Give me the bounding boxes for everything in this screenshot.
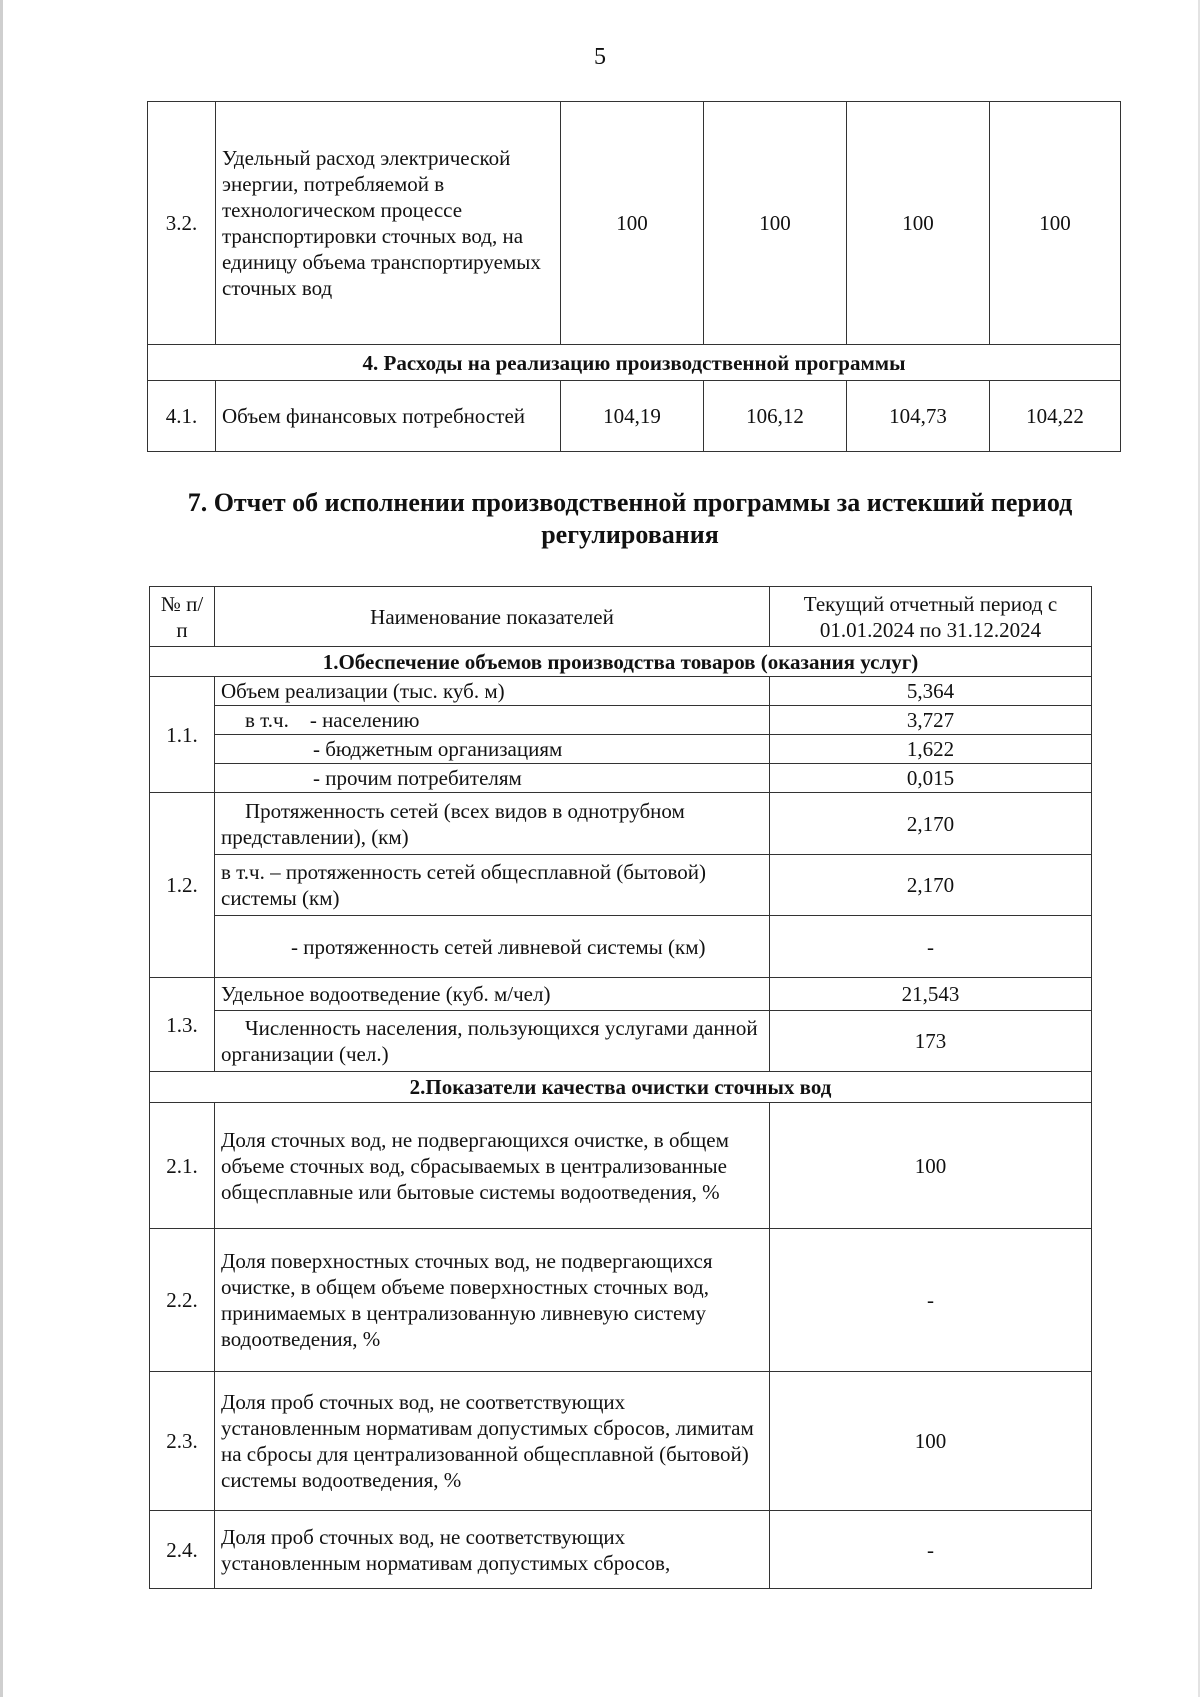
value-cell: 21,543 — [770, 978, 1092, 1011]
table-header-row — [150, 587, 1092, 647]
section-1-header-row — [150, 647, 1092, 677]
indicator-name: Удельный расход электрической энергии, потребляемой в технологическом процессе транспортировки сточных вод, на единицу объема транспортируемых сточных вод — [216, 102, 561, 345]
table-row — [150, 764, 1092, 793]
value-cell: 100 — [770, 1103, 1092, 1229]
indicator-name: Удельное водоотведение (куб. м/чел) — [215, 978, 770, 1011]
value-cell: 100 — [704, 102, 847, 345]
row-number: 2.1. — [150, 1103, 215, 1229]
indicator-name: Доля поверхностных сточных вод, не подвергающихся очистке, в общем объеме поверхностных сточных вод, принимаемых в централизованную ливневую систему водоотведения, % — [215, 1229, 770, 1372]
section-4-title: 4. Расходы на реализацию производственной программы — [148, 345, 1121, 381]
table-row — [150, 978, 1092, 1011]
value-cell: 0,015 — [770, 764, 1092, 793]
row-number: 2.4. — [150, 1511, 215, 1589]
row-number: 1.1. — [150, 677, 215, 793]
indicator-name: Доля проб сточных вод, не соответствующих установленным нормативам допустимых сбросов, лимитам на сбросы для централизованной общесплавной (бытовой) системы водоотведения, % — [215, 1372, 770, 1511]
row-number: 1.3. — [150, 978, 215, 1072]
value-cell: 3,727 — [770, 706, 1092, 735]
indicator-name: в т.ч. - населению — [215, 706, 770, 735]
table-row — [150, 793, 1092, 855]
row-number: 3.2. — [148, 102, 216, 345]
table-row — [150, 1103, 1092, 1229]
page-number: 5 — [594, 44, 606, 70]
table-row — [150, 1229, 1092, 1372]
table-row — [150, 1011, 1092, 1072]
section-7-title: 7. Отчет об исполнении производственной программы за истекший период регулирования — [187, 488, 1073, 549]
value-cell: 100 — [990, 102, 1121, 345]
value-cell: 104,22 — [990, 381, 1121, 452]
table-row — [150, 735, 1092, 764]
indicator-name: Протяженность сетей (всех видов в однотрубном представлении), (км) — [215, 793, 770, 855]
indicator-name: Численность населения, пользующихся услугами данной организации (чел.) — [215, 1011, 770, 1072]
indicator-name: в т.ч. – протяженность сетей общесплавной (бытовой) системы (км) — [215, 855, 770, 916]
value-cell: 5,364 — [770, 677, 1092, 706]
row-number: 1.2. — [150, 793, 215, 978]
value-cell: 2,170 — [770, 855, 1092, 916]
header-indicator-name: Наименование показателей — [215, 587, 770, 647]
table-row — [150, 706, 1092, 735]
indicator-name: - прочим потребителям — [215, 764, 770, 793]
value-cell: - — [770, 1229, 1092, 1372]
table-row — [150, 677, 1092, 706]
table-row-4-1 — [148, 381, 1121, 452]
value-cell: 104,73 — [847, 381, 990, 452]
indicator-name: Доля сточных вод, не подвергающихся очистке, в общем объеме сточных вод, сбрасываемых в централизованные общесплавные или бытовые системы водоотведения, % — [215, 1103, 770, 1229]
table-row-3-2 — [148, 102, 1121, 345]
indicator-name: Объем реализации (тыс. куб. м) — [215, 677, 770, 706]
section-4-header-row — [148, 345, 1121, 381]
row-number: 2.3. — [150, 1372, 215, 1511]
value-cell: 104,19 — [561, 381, 704, 452]
indicator-name: - бюджетным организациям — [215, 735, 770, 764]
production-report-table — [149, 586, 1092, 1589]
value-cell: 1,622 — [770, 735, 1092, 764]
value-cell: 106,12 — [704, 381, 847, 452]
value-cell: 173 — [770, 1011, 1092, 1072]
value-cell: 100 — [770, 1372, 1092, 1511]
value-cell: 100 — [847, 102, 990, 345]
header-number: № п/п — [150, 587, 215, 647]
section-2-title: 2.Показатели качества очистки сточных вод — [150, 1072, 1092, 1103]
header-period: Текущий отчетный период с 01.01.2024 по 31.12.2024 — [770, 587, 1092, 647]
value-cell: 2,170 — [770, 793, 1092, 855]
row-number: 2.2. — [150, 1229, 215, 1372]
value-cell: 100 — [561, 102, 704, 345]
table-row — [150, 1511, 1092, 1589]
table-row — [150, 1372, 1092, 1511]
value-cell: - — [770, 1511, 1092, 1589]
table-row — [150, 916, 1092, 978]
indicator-name: Доля проб сточных вод, не соответствующих установленным нормативам допустимых сбросов, — [215, 1511, 770, 1589]
indicator-name: Объем финансовых потребностей — [216, 381, 561, 452]
section-2-header-row — [150, 1072, 1092, 1103]
row-number: 4.1. — [148, 381, 216, 452]
section-1-title: 1.Обеспечение объемов производства товаров (оказания услуг) — [150, 647, 1092, 677]
continuation-table — [147, 101, 1121, 452]
value-cell: - — [770, 916, 1092, 978]
table-row — [150, 855, 1092, 916]
indicator-name: - протяженность сетей ливневой системы (км) — [215, 916, 770, 978]
page-edge — [0, 0, 3, 1697]
